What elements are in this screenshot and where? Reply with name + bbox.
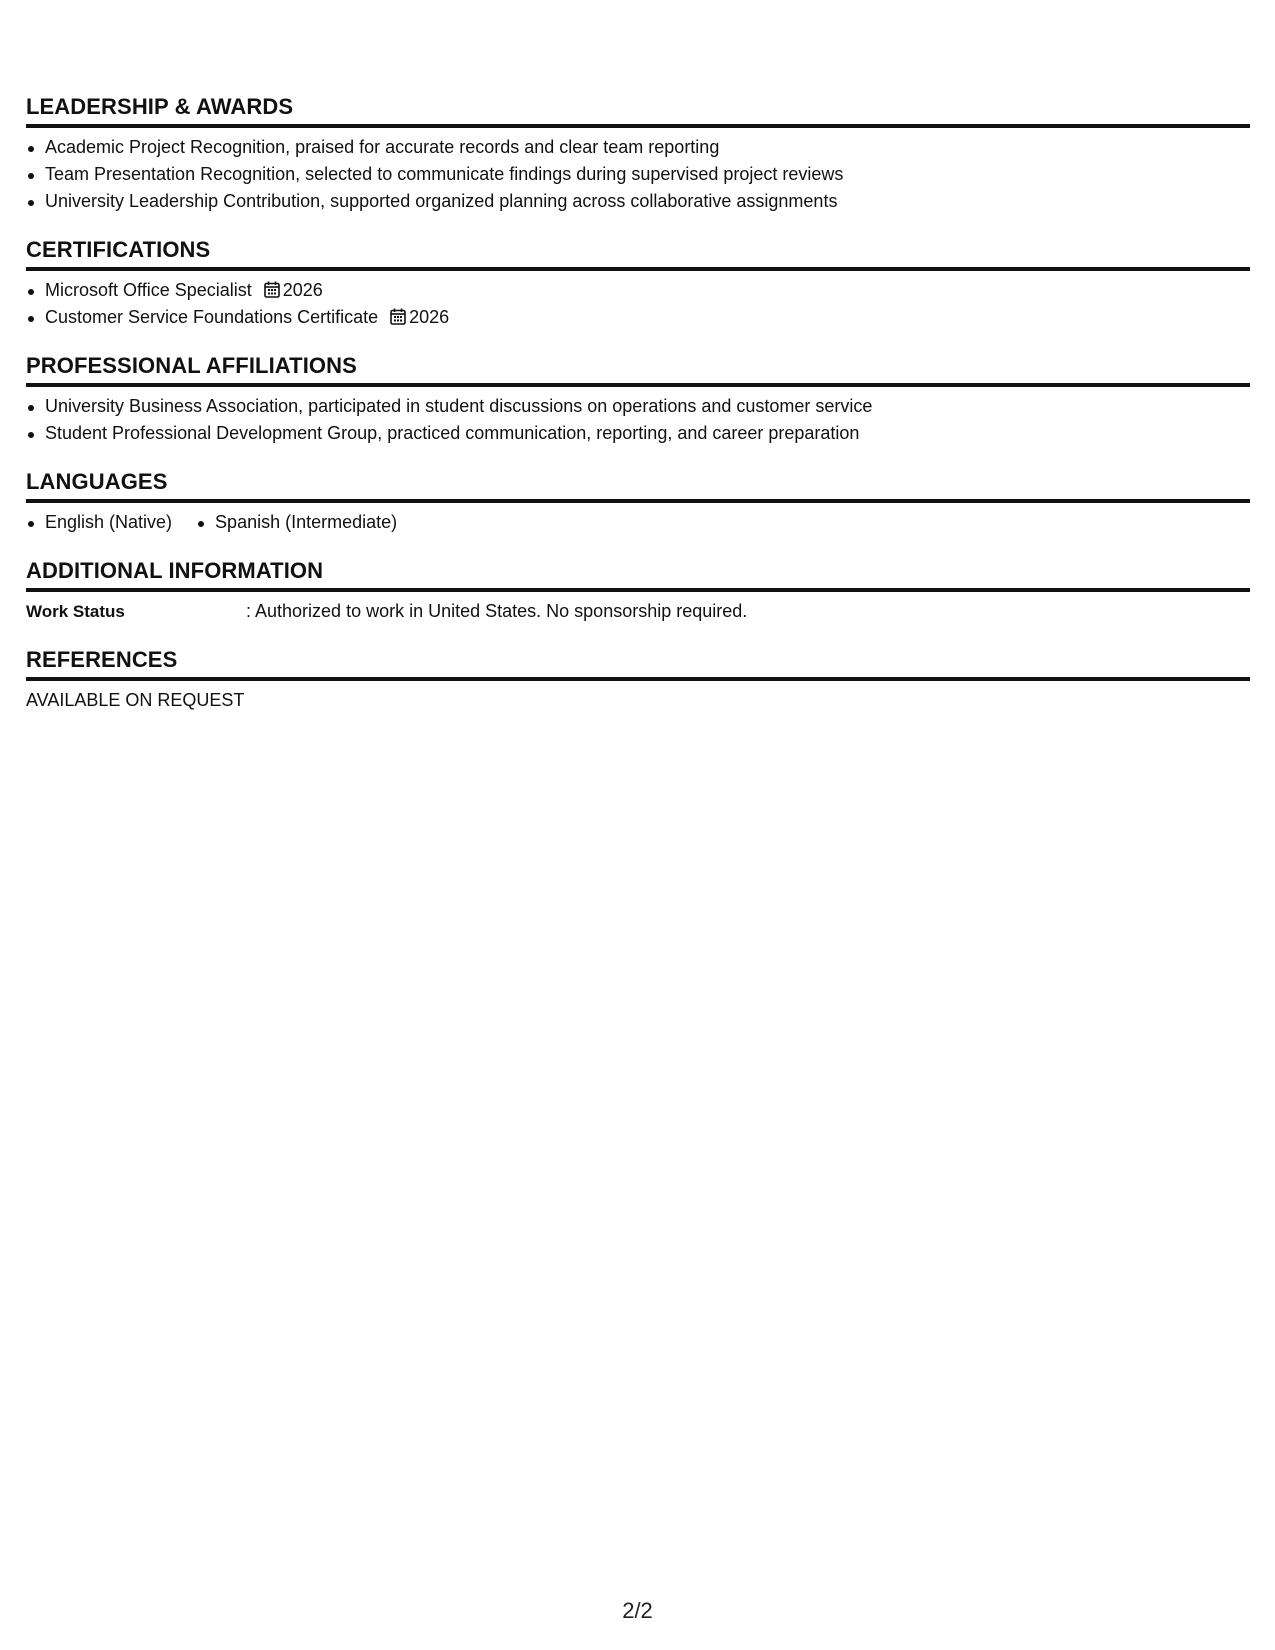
languages-list	[26, 509, 1250, 536]
work-status-row	[26, 598, 1250, 625]
certification-item	[26, 277, 1250, 304]
work-status-label: Work Status	[26, 602, 125, 621]
affiliations-list	[26, 393, 1250, 447]
list-item: Student Professional Development Group, practiced communication, reporting, and career preparation	[26, 420, 1250, 447]
additional-information-section	[26, 558, 1250, 625]
section-title-references: REFERENCES	[26, 647, 1250, 681]
section-title-additional: ADDITIONAL INFORMATION	[26, 558, 1250, 592]
list-item: Team Presentation Recognition, selected to communicate findings during supervised project reviews	[26, 161, 1250, 188]
language-item: Spanish (Intermediate)	[196, 509, 397, 536]
language-item: English (Native)	[26, 509, 172, 536]
certification-date	[264, 280, 323, 300]
section-title-affiliations: PROFESSIONAL AFFILIATIONS	[26, 353, 1250, 387]
list-item: Academic Project Recognition, praised for accurate records and clear team reporting	[26, 134, 1250, 161]
page-number: 2/2	[622, 1598, 653, 1623]
calendar-icon	[390, 308, 406, 325]
leadership-awards-section	[26, 94, 1250, 215]
certifications-section	[26, 237, 1250, 331]
leadership-list	[26, 134, 1250, 215]
list-item: University Leadership Contribution, supported organized planning across collaborative assignments	[26, 188, 1250, 215]
work-status-value: : Authorized to work in United States. No sponsorship required.	[246, 601, 748, 621]
calendar-icon	[264, 281, 280, 298]
certification-name: Microsoft Office Specialist	[45, 280, 252, 300]
affiliations-section	[26, 353, 1250, 447]
certification-year: 2026	[409, 307, 450, 327]
list-item: University Business Association, participated in student discussions on operations and customer service	[26, 393, 1250, 420]
certification-name: Customer Service Foundations Certificate	[45, 307, 379, 327]
section-title-leadership: LEADERSHIP & AWARDS	[26, 94, 1250, 128]
section-title-languages: LANGUAGES	[26, 469, 1250, 503]
certification-date	[390, 307, 449, 327]
references-section	[26, 647, 1250, 714]
references-text: AVAILABLE ON REQUEST	[26, 690, 245, 710]
resume-page	[26, 94, 1250, 736]
certification-item	[26, 304, 1250, 331]
languages-section	[26, 469, 1250, 536]
certifications-list	[26, 277, 1250, 331]
certification-year: 2026	[282, 280, 323, 300]
section-title-certifications: CERTIFICATIONS	[26, 237, 1250, 271]
